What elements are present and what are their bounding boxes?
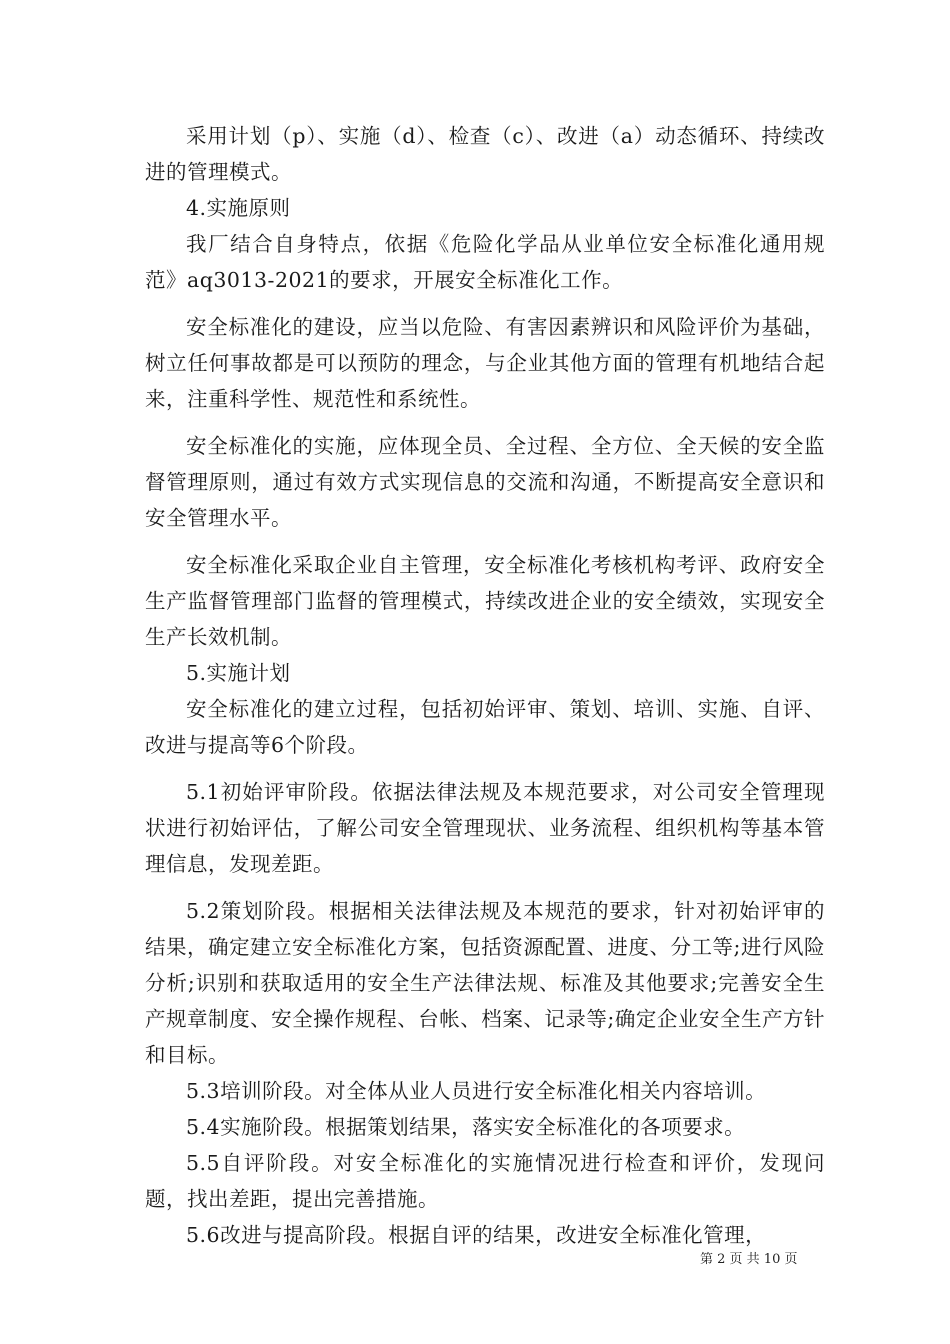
- paragraph-stage-5-6: 5.6改进与提高阶段。根据自评的结果，改进安全标准化管理，: [186, 1223, 767, 1247]
- paragraph-basis: 我厂结合自身特点，依据《危险化学品从业单位安全标准化通用规范》aq3013-2021的要求，开展安全标准化工作。: [145, 232, 825, 292]
- paragraph-stage-5-1: 5.1初始评审阶段。依据法律法规及本规范要求，对公司安全管理现状进行初始评估，了解公司安全管理现状、业务流程、组织机构等基本管理信息，发现差距。: [145, 780, 825, 876]
- paragraph-pdca-mode: 采用计划（p）、实施（d）、检查（c）、改进（a）动态循环、持续改进的管理模式。: [145, 124, 825, 184]
- page-number-footer: 第 2 页 共 10 页: [700, 1252, 798, 1267]
- paragraph-management-mode: 安全标准化采取企业自主管理，安全标准化考核机构考评、政府安全生产监督管理部门监督的管理模式，持续改进企业的安全绩效，实现安全生产长效机制。: [145, 553, 825, 649]
- heading-implementation-principles: 4.实施原则: [186, 196, 291, 220]
- paragraph-process-stages: 安全标准化的建立过程，包括初始评审、策划、培训、实施、自评、改进与提高等6个阶段。: [145, 697, 825, 757]
- paragraph-stage-5-5: 5.5自评阶段。对安全标准化的实施情况进行检查和评价，发现问题，找出差距，提出完善措施。: [145, 1151, 825, 1211]
- paragraph-stage-5-4: 5.4实施阶段。根据策划结果，落实安全标准化的各项要求。: [186, 1115, 746, 1139]
- paragraph-implementation: 安全标准化的实施，应体现全员、全过程、全方位、全天候的安全监督管理原则，通过有效方式实现信息的交流和沟通，不断提高安全意识和安全管理水平。: [145, 434, 825, 530]
- paragraph-construction: 安全标准化的建设，应当以危险、有害因素辨识和风险评价为基础，树立任何事故都是可以预防的理念，与企业其他方面的管理有机地结合起来，注重科学性、规范性和系统性。: [145, 315, 825, 411]
- heading-implementation-plan: 5.实施计划: [186, 661, 291, 685]
- document-body: [145, 118, 825, 1253]
- paragraph-stage-5-3: 5.3培训阶段。对全体从业人员进行安全标准化相关内容培训。: [186, 1079, 767, 1103]
- paragraph-stage-5-2: 5.2策划阶段。根据相关法律法规及本规范的要求，针对初始评审的结果，确定建立安全标准化方案，包括资源配置、进度、分工等;进行风险分析;识别和获取适用的安全生产法律法规、标准及其他要求;完善安全生产规章制度、安全操作规程、台帐、档案、记录等;确定企业安全生产方针和目标。: [145, 899, 825, 1067]
